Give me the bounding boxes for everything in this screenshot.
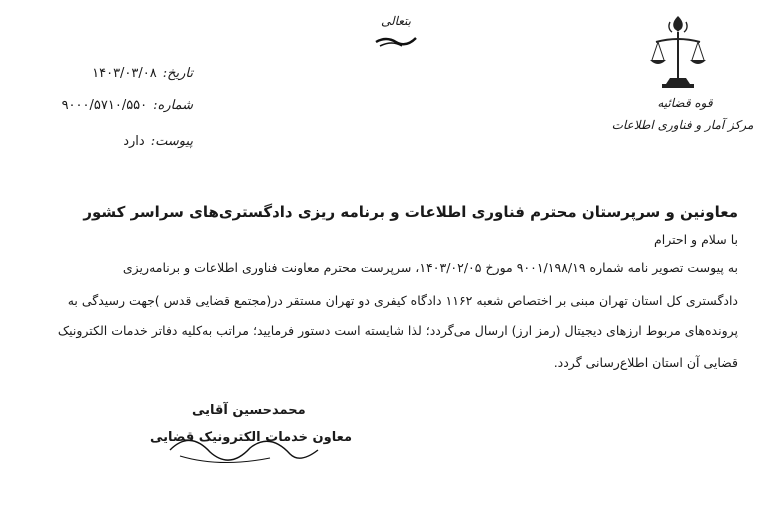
- greeting-line: با سلام و احترام: [654, 232, 738, 247]
- judiciary-emblem-icon: [648, 12, 708, 94]
- body-line: دادگستری کل استان تهران مبنی بر اختصاص شعبه ۱۱۶۲ دادگاه کیفری دو تهران مستقر در(مجتمع قضایی قدس )جهت رسیدگی به: [67, 293, 738, 308]
- date-label: تاریخ:: [162, 65, 193, 81]
- body-line: پرونده‌های مربوط ارزهای دیجیتال (رمز ارز) ارسال می‌گردد؛ لذا شایسته است دستور فرمایید؛ مراتب به‌کلیه دفاتر خدمات الکترونیک: [57, 323, 738, 338]
- attachment-row: [123, 130, 193, 152]
- date-row: [92, 62, 193, 84]
- body-line: قضایی آن استان اطلاع‌رسانی گردد.: [553, 355, 738, 370]
- attachment-value: دارد: [123, 133, 145, 149]
- attachment-label: پیوست:: [150, 133, 193, 149]
- header-invocation: بتعالی: [380, 14, 412, 28]
- number-label: شماره:: [153, 97, 193, 113]
- number-row: [62, 94, 193, 116]
- organization-name: قوه قضائیه: [657, 96, 713, 110]
- date-value: ۱۴۰۳/۰۳/۰۸: [92, 65, 157, 81]
- calligraphy-flourish: [372, 12, 420, 50]
- handwritten-signature: [150, 420, 330, 480]
- signatory-title: معاون خدمات الکترونیک قضایی: [150, 430, 353, 445]
- signatory-name: محمدحسین آقایی: [192, 403, 306, 418]
- department-name: مرکز آمار و فناوری اطلاعات: [611, 118, 754, 132]
- recipient-line: معاونین و سرپرستان محترم فناوری اطلاعات و برنامه ریزی دادگستری‌های سراسر کشور: [83, 203, 738, 221]
- number-value: ۹۰۰۰/۵۷۱۰/۵۵۰: [61, 97, 148, 113]
- body-line: به پیوست تصویر نامه شماره ۹۰۰۱/۱۹۸/۱۹ مورخ ۱۴۰۳/۰۲/۰۵، سرپرست محترم معاونت فناوری اطلاعات و برنامه‌ریزی: [122, 260, 738, 275]
